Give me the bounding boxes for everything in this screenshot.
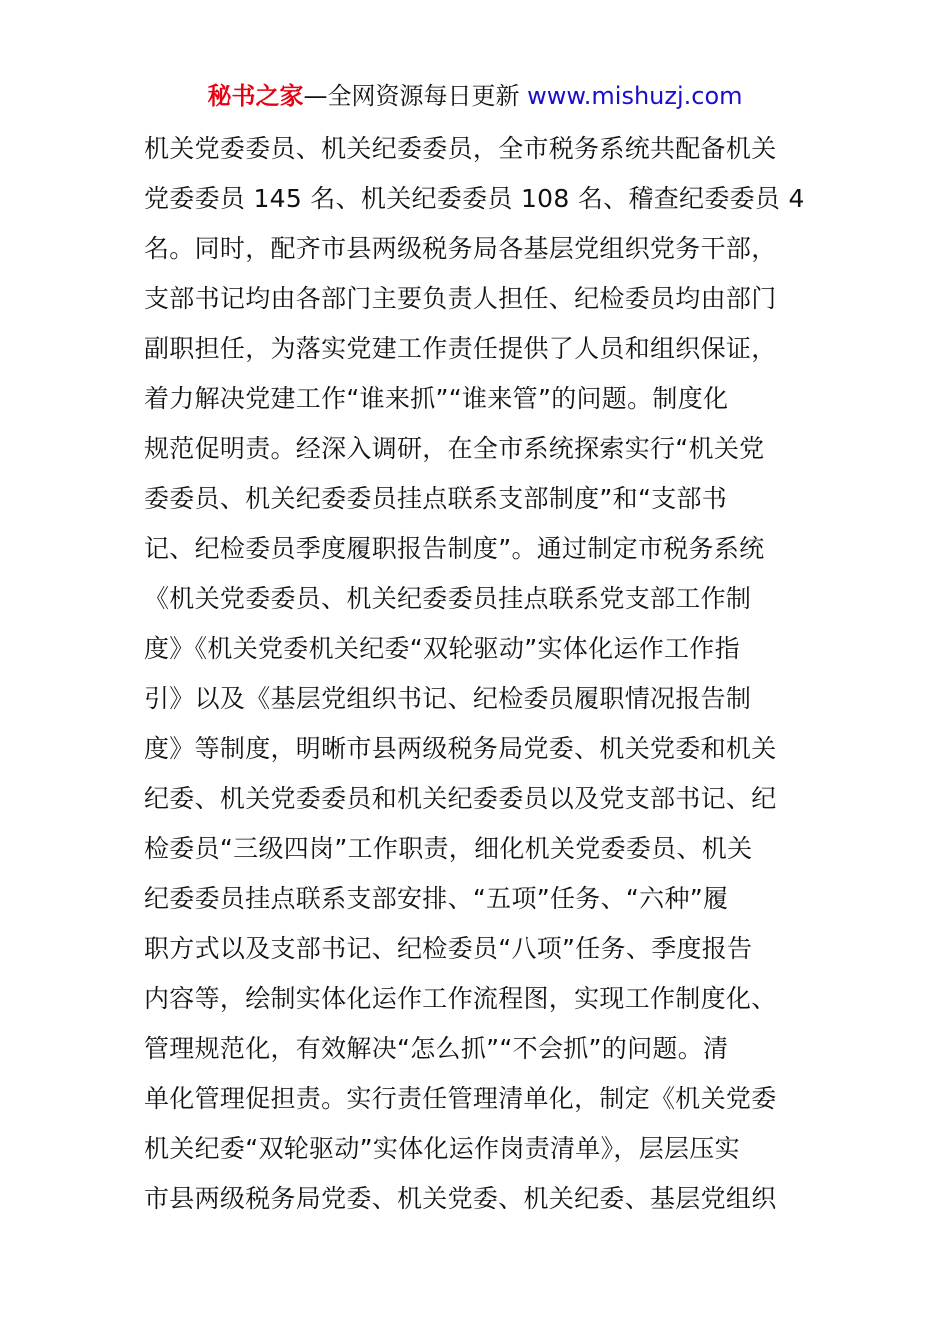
document-body (144, 124, 809, 1224)
text-line: 单化管理促担责。实行责任管理清单化，制定《机关党委 (144, 1084, 777, 1113)
text-line: 市县两级税务局党委、机关党委、机关纪委、基层党组织 (144, 1184, 777, 1213)
text-line: 纪委、机关党委委员和机关纪委委员以及党支部书记、纪 (144, 784, 777, 813)
header-tagline: —全网资源每日更新 (303, 82, 520, 110)
site-header (0, 80, 950, 112)
text-line: 度》《机关党委机关纪委“双轮驱动”实体化运作工作指 (144, 634, 740, 663)
text-line: 规范促明责。经深入调研，在全市系统探索实行“机关党 (144, 434, 765, 463)
text-line: 名。同时，配齐市县两级税务局各基层党组织党务干部， (144, 234, 777, 263)
text-line: 副职担任，为落实党建工作责任提供了人员和组织保证， (144, 334, 777, 363)
text-line: 委委员、机关纪委委员挂点联系支部制度”和“支部书 (144, 484, 728, 513)
text-line: 度》等制度，明晰市县两级税务局党委、机关党委和机关 (144, 734, 777, 763)
text-line: 内容等，绘制实体化运作工作流程图，实现工作制度化、 (144, 984, 777, 1013)
brand-name: 秘书之家 (207, 82, 304, 110)
text-line: 职方式以及支部书记、纪检委员“八项”任务、季度报告 (144, 934, 753, 963)
text-line: 支部书记均由各部门主要负责人担任、纪检委员均由部门 (144, 284, 777, 313)
text-line: 着力解决党建工作“谁来抓”“谁来管”的问题。制度化 (144, 384, 729, 413)
text-line: 《机关党委委员、机关纪委委员挂点联系党支部工作制 (144, 584, 752, 613)
text-line: 纪委委员挂点联系支部安排、“五项”任务、“六种”履 (144, 884, 729, 913)
text-line: 引》以及《基层党组织书记、纪检委员履职情况报告制 (144, 684, 752, 713)
text-line: 管理规范化，有效解决“怎么抓”“不会抓”的问题。清 (144, 1034, 729, 1063)
text-line: 党委委员 145 名、机关纪委委员 108 名、稽查纪委委员 4 (144, 184, 805, 213)
text-line: 记、纪检委员季度履职报告制度”。通过制定市税务系统 (144, 534, 765, 563)
text-line: 机关纪委“双轮驱动”实体化运作岗责清单》，层层压实 (144, 1134, 740, 1163)
site-url-link[interactable]: www.mishuzj.com (527, 82, 743, 110)
text-line: 检委员“三级四岗”工作职责，细化机关党委委员、机关 (144, 834, 753, 863)
text-line: 机关党委委员、机关纪委委员，全市税务系统共配备机关 (144, 134, 777, 163)
